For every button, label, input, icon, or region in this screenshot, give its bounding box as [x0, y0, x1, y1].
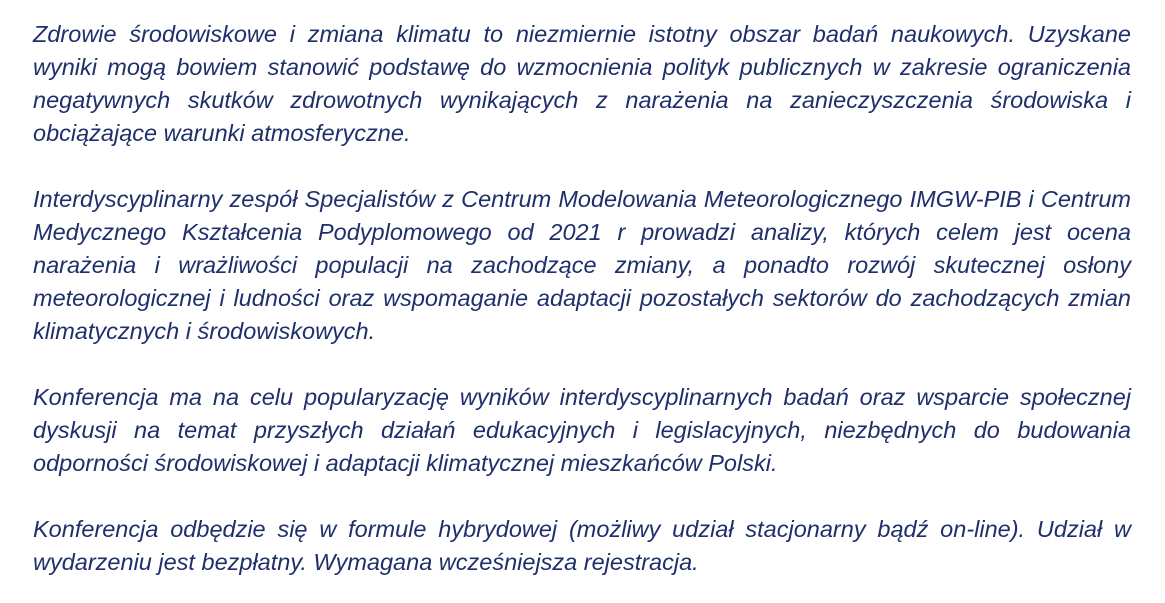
- paragraph-conference-goal: Konferencja ma na celu popularyzację wyników interdyscyplinarnych badań oraz wsparcie społecznej dyskusji na temat przyszłych działań edukacyjnych i legislacyjnych, niezbędnych do budowania odporności środowiskowej i adaptacji klimatycznej mieszkańców Polski.: [33, 384, 1131, 476]
- paragraph-team-research: Interdyscyplinarny zespół Specjalistów z Centrum Modelowania Meteorologicznego IMGW-PIB i Centrum Medycznego Kształcenia Podyplomowego od 2021 r prowadzi analizy, których celem jest ocena narażenia i wrażliwości populacji na zachodzące zmiany, a ponadto rozwój skutecznej osłony meteorologicznej i ludności oraz wspomaganie adaptacji pozostałych sektorów do zachodzących zmian klimatycznych i środowiskowych.: [33, 186, 1131, 344]
- paragraph-conference-format: Konferencja odbędzie się w formule hybrydowej (możliwy udział stacjonarny bądź on-line). Udział w wydarzeniu jest bezpłatny. Wymagana wcześniejsza rejestracja.: [33, 516, 1131, 575]
- paragraph-environmental-health: Zdrowie środowiskowe i zmiana klimatu to niezmiernie istotny obszar badań naukowych. Uzyskane wyniki mogą bowiem stanowić podstawę do wzmocnienia polityk publicznych w zakresie ograniczenia negatywnych skutków zdrowotnych wynikających z narażenia na zanieczyszczenia środowiska i obciążające warunki atmosferyczne.: [33, 21, 1131, 146]
